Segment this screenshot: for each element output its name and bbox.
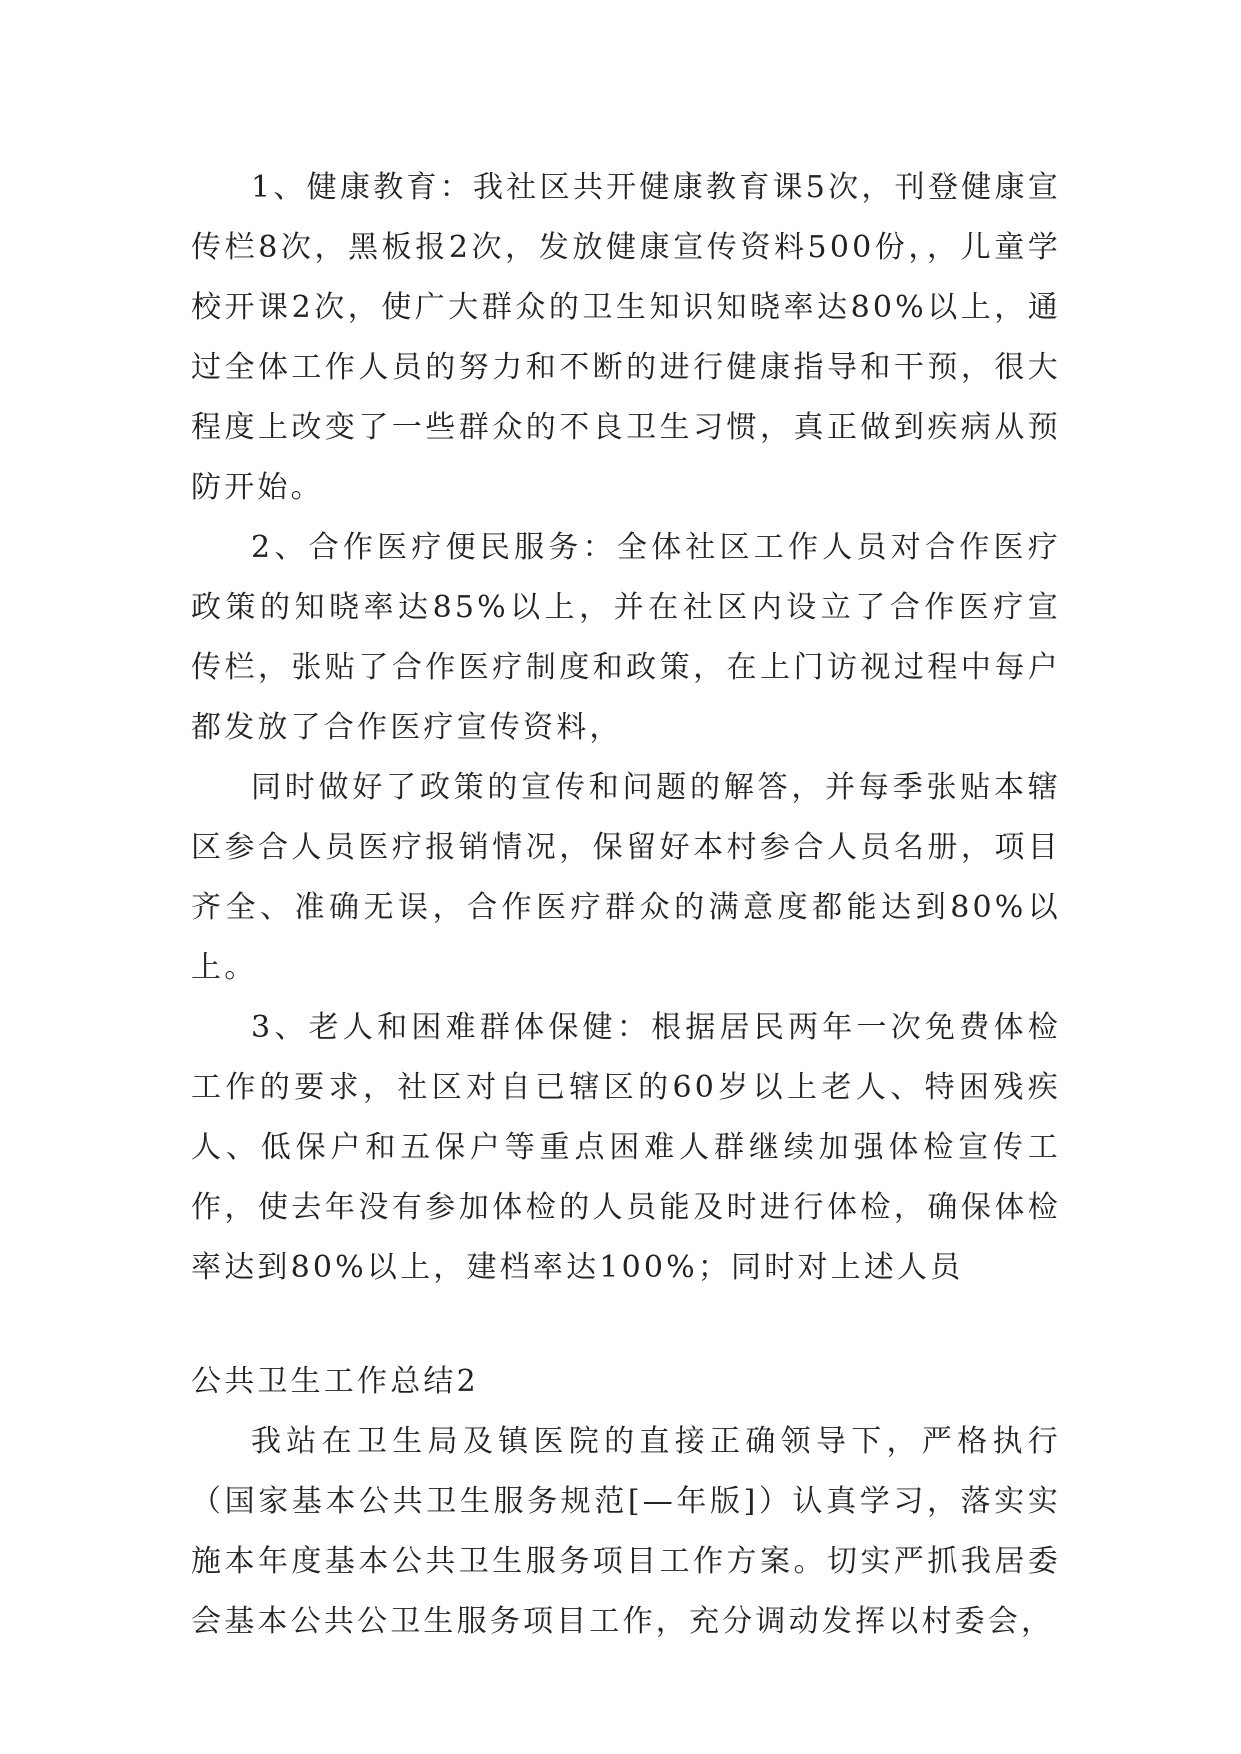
paragraph-elderly-care: 3、老人和困难群体保健：根据居民两年一次免费体检工作的要求，社区对自已辖区的60岁以上老人、特困残疾人、低保户和五保户等重点困难人群继续加强体检宣传工作，使去年没有参加体检的人员能及时进行体检，确保体检率达到80%以上，建档率达100%；同时对上述人员 (191, 1010, 1061, 1285)
paragraph-cooperative-medical: 2、合作医疗便民服务：全体社区工作人员对合作医疗政策的知晓率达85%以上，并在社区内设立了合作医疗宣传栏，张贴了合作医疗制度和政策，在上门访视过程中每户都发放了合作医疗宣传资料， (191, 530, 1061, 745)
section-title: 公共卫生工作总结2 (191, 1364, 479, 1399)
paragraph-policy-publicity: 同时做好了政策的宣传和问题的解答，并每季张贴本辖区参合人员医疗报销情况，保留好本村参合人员名册，项目齐全、准确无误，合作医疗群众的满意度都能达到80%以上。 (191, 770, 1061, 985)
paragraph-health-education: 1、健康教育：我社区共开健康教育课5次，刊登健康宣传栏8次，黑板报2次，发放健康宣传资料500份，，儿童学校开课2次，使广大群众的卫生知识知晓率达80%以上，通过全体工作人员的努力和不断的进行健康指导和干预，很大程度上改变了一些群众的不良卫生习惯，真正做到疾病从预防开始。 (191, 170, 1061, 505)
document-page (191, 158, 1061, 1652)
paragraph-station-work: 我站在卫生局及镇医院的直接正确领导下，严格执行（国家基本公共卫生服务规范[—年版]）认真学习，落实实施本年度基本公共卫生服务项目工作方案。切实严抓我居委会基本公共公卫生服务项目工作，充分调动发挥以村委会， (191, 1424, 1061, 1639)
